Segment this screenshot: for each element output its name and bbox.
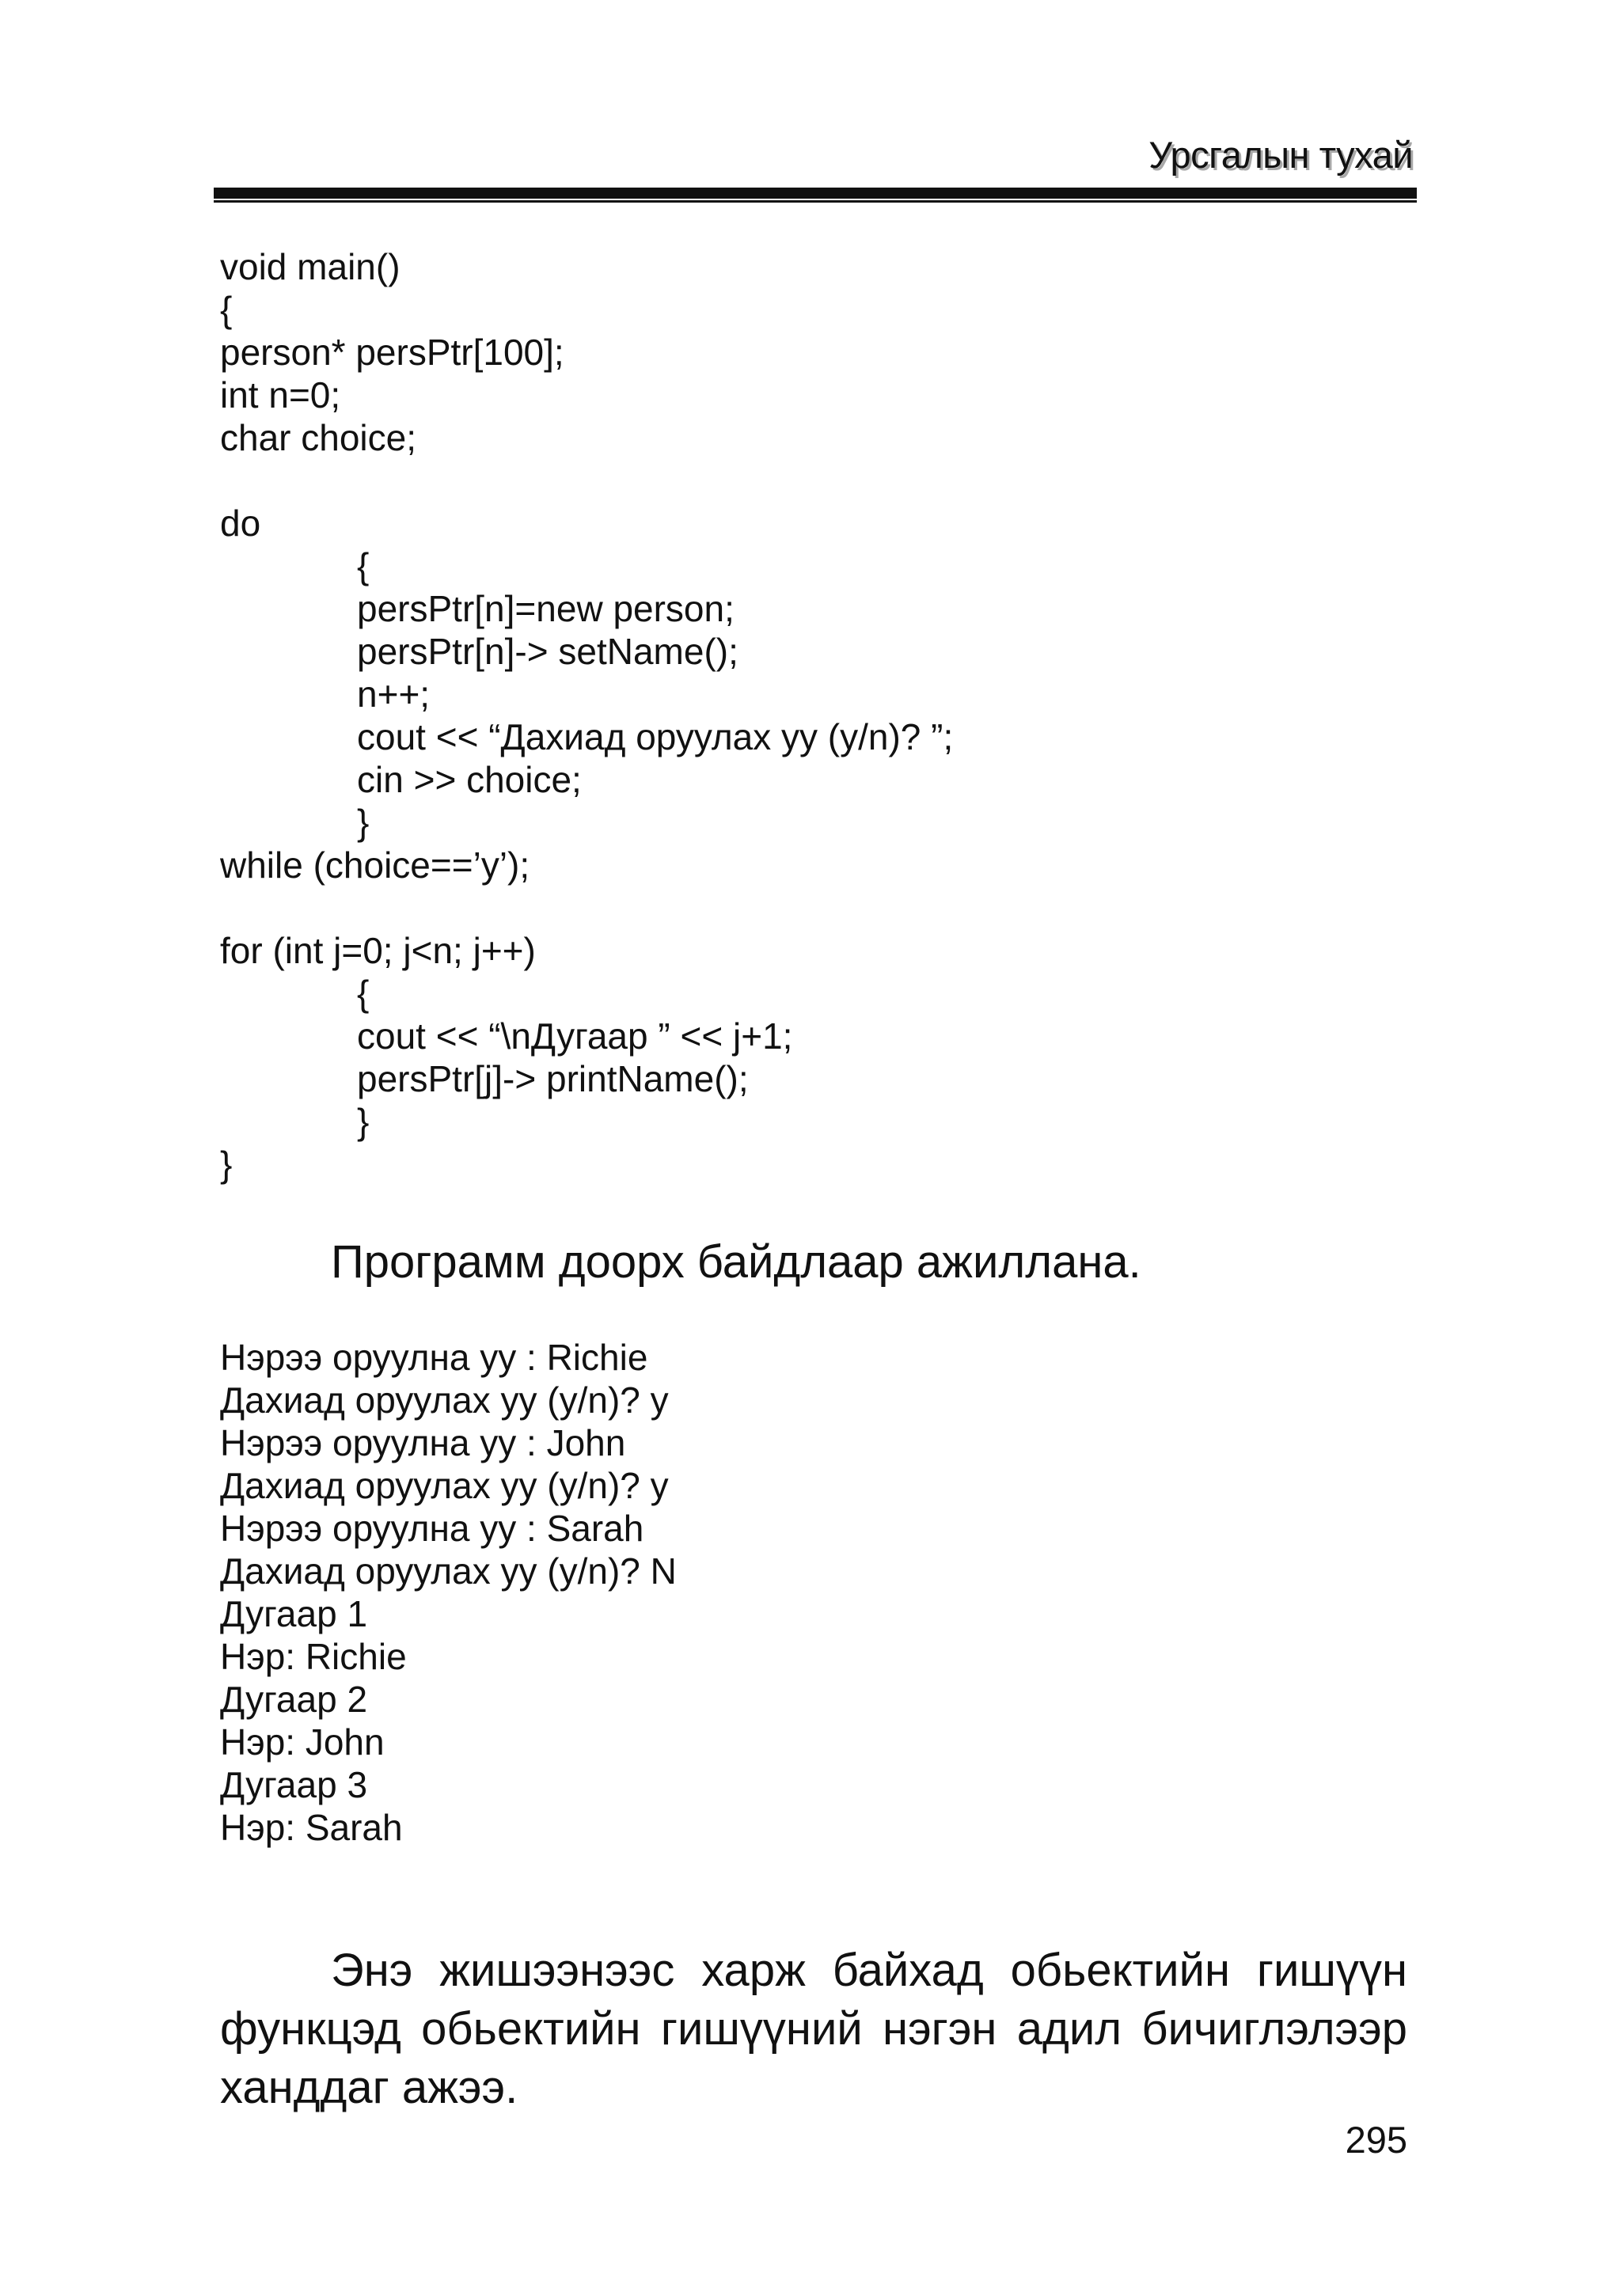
code-line: do [220,503,261,544]
output-line: Нэрээ оруулна уу : Richie [220,1337,648,1378]
output-line: Нэрээ оруулна уу : Sarah [220,1508,644,1549]
code-line: for (int j=0; j<n; j++) [220,930,536,971]
output-line: Нэр: Sarah [220,1807,403,1848]
page-number: 295 [1345,2119,1407,2161]
code-listing [220,245,953,1186]
code-line: cout << “\nДугаар ” << j+1; [357,1015,793,1057]
code-line: { [357,973,370,1014]
output-line: Дугаар 2 [220,1679,368,1720]
running-header-title: Урсгалын тухай [1148,134,1413,176]
output-line: Дахиад оруулах уу (y/n)? N [220,1550,677,1592]
code-line: persPtr[j]-> printName(); [357,1058,749,1099]
code-line: int n=0; [220,374,341,416]
code-line: char choice; [220,417,417,458]
header-rule-thin [214,200,1417,203]
program-output [220,1336,677,1849]
code-line: cout << “Дахиад оруулах уу (y/n)? ”; [357,716,954,757]
code-line: } [357,1101,370,1142]
code-line: n++; [357,674,431,715]
code-line: cin >> choice; [357,759,582,800]
code-line: while (choice==’y’); [220,844,530,886]
code-line [220,886,953,929]
output-line: Нэр: Richie [220,1636,407,1677]
code-line: persPtr[n]-> setName(); [357,631,738,672]
output-line: Нэрээ оруулна уу : John [220,1422,626,1463]
output-line: Нэр: John [220,1721,385,1763]
output-line: Дахиад оруулах уу (y/n)? y [220,1465,669,1506]
output-line: Дугаар 3 [220,1764,368,1805]
conclusion-paragraph: Энэ жишээнээс харж байхад обьектийн гишүүн функцэд обьектийн гишүүний нэгэн адил бичиглэлээр ханддаг ажээ. [220,1945,1407,2113]
code-line: } [357,802,370,843]
output-line: Дугаар 1 [220,1593,368,1634]
code-line: } [220,1144,233,1185]
code-line [220,459,953,502]
code-line: { [220,289,233,330]
header-rule-thick [214,188,1417,199]
code-line: person* persPtr[100]; [220,332,564,373]
code-line: { [357,545,370,586]
output-line: Дахиад оруулах уу (y/n)? y [220,1379,669,1421]
code-line: void main() [220,246,401,287]
intro-sentence: Программ доорх байдлаар ажиллана. [331,1236,1141,1288]
code-line: persPtr[n]=new person; [357,588,735,629]
